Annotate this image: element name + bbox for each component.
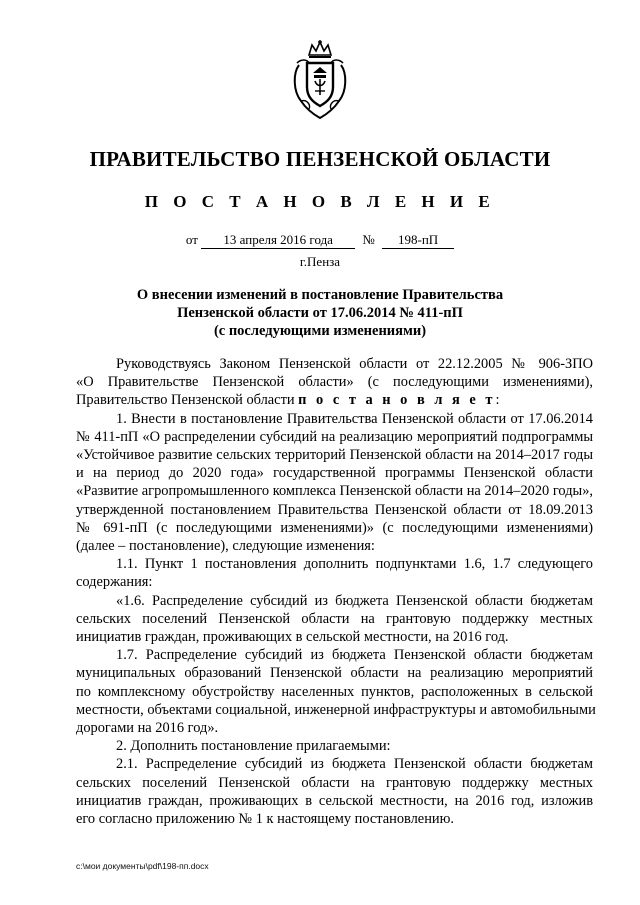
text-line: (далее – постановление), следующие изменения: (76, 538, 375, 555)
heading-line: (с последующими изменениями) (213, 323, 427, 339)
text-line: содержания: (76, 574, 153, 591)
text-line: 1.7. Распределение субсидий из бюджета Пензенской области бюджетам (116, 647, 593, 664)
document-type: П О С Т А Н О В Л Е Н И Е (144, 192, 496, 211)
paragraph-1-7 (76, 646, 596, 737)
text-line: местности, объектами социальной, инженерной инфраструктуры и автомобильными (76, 701, 596, 718)
text-line: по комплексному обустройству населенных пунктов, расположенных в сельской (76, 683, 593, 700)
text-line: инициатив граждан, проживающих в сельской местности, на 2016 год. (76, 629, 509, 646)
text-line: инициатив граждан, проживающих в сельской местности, на 2016 год, изложив (76, 792, 593, 809)
document-heading (80, 286, 560, 340)
city: г.Пенза (299, 254, 341, 269)
date-field: 13 апреля 2016 года (201, 232, 355, 249)
paragraph-preamble (76, 355, 593, 410)
date-prefix: от (185, 232, 198, 247)
text-line (76, 391, 593, 409)
coat-of-arms-icon (289, 39, 351, 121)
text-line: «1.6. Распределение субсидий из бюджета Пензенской области бюджетам (116, 592, 593, 609)
document-body (76, 355, 596, 828)
text-line: № 411-пП «О распределении субсидий на реализацию мероприятий подпрограммы (76, 428, 593, 445)
text-line: 2. Дополнить постановление прилагаемыми: (116, 738, 391, 755)
file-path-footer: c:\мои документы\pdf\198-пп.docx (76, 861, 209, 871)
text-line: «Устойчивое развитие сельских территорий Пензенской области на 2014–2017 годы (76, 447, 593, 464)
text-line: «О Правительстве Пензенской области» (с последующими изменениями), (76, 374, 593, 391)
date-number-line (0, 232, 640, 249)
paragraph-1 (76, 410, 593, 556)
paragraph-1-6 (76, 592, 593, 647)
paragraph-2 (76, 737, 593, 755)
paragraph-2-1 (76, 755, 593, 828)
text-line: «Развитие агропромышленного комплекса Пензенской области на 2014–2020 годы», (76, 483, 593, 500)
resolves-word: п о с т а н о в л я е т (298, 392, 496, 409)
text-line: утвержденной постановлением Правительства Пензенской области от 18.09.2013 (76, 501, 593, 518)
text-line: дорогами на 2016 год». (76, 720, 219, 737)
text-line: сельских поселений Пензенской области на грантовую поддержку местных (76, 610, 593, 627)
text-span: Правительство Пензенской области (76, 392, 299, 409)
number-sign: № (362, 232, 375, 247)
heading-line: О внесении изменений в постановление Правительства (136, 287, 504, 303)
text-line: 1. Внести в постановление Правительства Пензенской области от 17.06.2014 (116, 410, 593, 427)
text-line: муниципальных образований Пензенской области на реализацию мероприятий (76, 665, 593, 682)
text-span: : (495, 392, 500, 409)
paragraph-1-1 (76, 555, 593, 591)
government-title: ПРАВИТЕЛЬСТВО ПЕНЗЕНСКОЙ ОБЛАСТИ (89, 147, 551, 171)
text-line: № 691-пП (с последующими изменениями)» (с последующими изменениями) (76, 519, 593, 536)
number-field: 198-пП (382, 232, 454, 249)
heading-line: Пензенской области от 17.06.2014 № 411-пП (177, 305, 463, 321)
text-line: его согласно приложению № 1 к настоящему постановлению. (76, 811, 454, 828)
text-line: 1.1. Пункт 1 постановления дополнить подпунктами 1.6, 1.7 следующего (116, 556, 593, 573)
text-line: и на период до 2020 года» государственной программы Пензенской области (76, 465, 593, 482)
text-line: 2.1. Распределение субсидий из бюджета Пензенской области бюджетам (116, 756, 593, 773)
text-line: Руководствуясь Законом Пензенской области от 22.12.2005 № 906-ЗПО (116, 356, 593, 372)
text-line: сельских поселений Пензенской области на грантовую поддержку местных (76, 774, 593, 791)
